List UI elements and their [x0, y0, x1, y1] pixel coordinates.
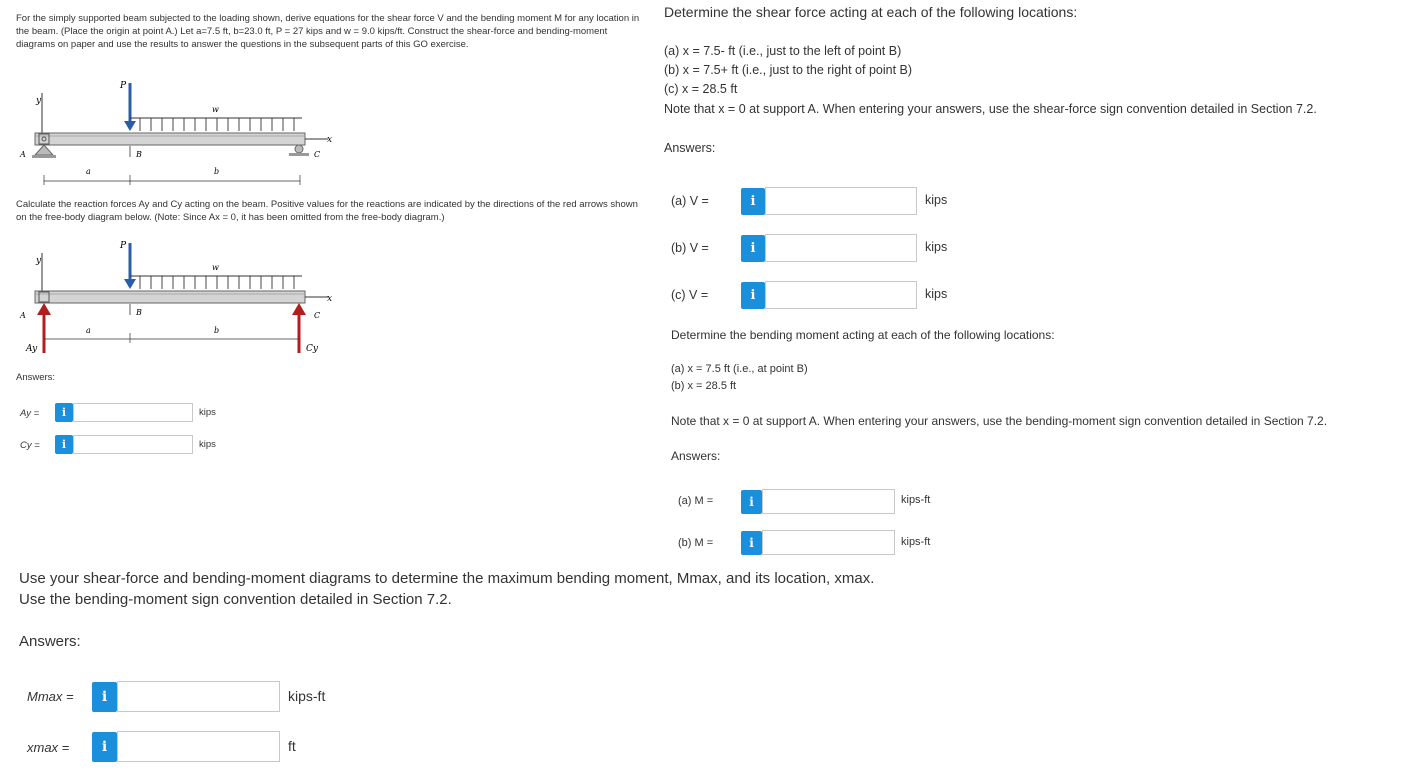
va-input[interactable]: [765, 187, 917, 215]
info-icon[interactable]: i: [741, 282, 765, 309]
vc-input[interactable]: [765, 281, 917, 309]
ma-label: (a) M =: [678, 495, 714, 507]
va-label: (a) V =: [671, 194, 709, 208]
moment-location-b: (b) x = 28.5 ft: [671, 380, 737, 392]
vb-label: (b) V =: [671, 241, 709, 255]
svg-text:Cy: Cy: [306, 344, 318, 354]
answers-label-max: Answers:: [19, 633, 81, 650]
mb-input[interactable]: [762, 530, 895, 555]
ay-label: Ay =: [20, 408, 40, 419]
xmax-label: xmax =: [27, 740, 70, 755]
info-icon[interactable]: i: [55, 403, 73, 422]
max-moment-sign-note: Use the bending-moment sign convention detailed in Section 7.2.: [19, 591, 452, 608]
mmax-label: Mmax =: [27, 689, 74, 704]
vc-label: (c) V =: [671, 288, 709, 302]
svg-text:B: B: [136, 150, 142, 159]
svg-text:C: C: [314, 311, 321, 320]
svg-text:w: w: [212, 263, 219, 272]
svg-text:y: y: [36, 256, 42, 266]
answers-label-shear: Answers:: [664, 141, 716, 155]
beam-diagram: [10, 75, 355, 190]
svg-text:a: a: [86, 167, 91, 176]
shear-location-c: (c) x = 28.5 ft: [664, 82, 738, 96]
moment-location-a: (a) x = 7.5 ft (i.e., at point B): [671, 363, 808, 375]
shear-note: Note that x = 0 at support A. When entering your answers, use the shear-force sign convention detailed in Section 7.2.: [664, 102, 1317, 116]
vb-unit: kips: [925, 240, 948, 254]
xmax-input[interactable]: [117, 731, 280, 762]
problem-statement: For the simply supported beam subjected to the loading shown, derive equations for the shear force V and the bending moment M for any location in the beam. (Place the origin at point A.) Let a=7.5 ft, b=23.0 ft, P = 27 kips and w = 9.0 kips/ft. Construct the shear-force and bending-moment diagrams on paper and use the results to answer the questions in the subsequent parts of this GO exercise.: [16, 13, 640, 50]
info-icon[interactable]: i: [741, 235, 765, 262]
ay-input[interactable]: [73, 403, 193, 422]
info-icon[interactable]: i: [92, 732, 117, 762]
svg-text:y: y: [36, 96, 42, 106]
info-icon[interactable]: i: [55, 435, 73, 454]
answers-label-moment: Answers:: [671, 449, 721, 463]
moment-title: Determine the bending moment acting at each of the following locations:: [671, 328, 1055, 342]
mmax-unit: kips-ft: [288, 688, 326, 704]
shear-location-a: (a) x = 7.5- ft (i.e., just to the left of point B): [664, 44, 902, 58]
va-unit: kips: [925, 193, 948, 207]
svg-text:w: w: [212, 105, 219, 114]
mb-label: (b) M =: [678, 537, 714, 549]
info-icon[interactable]: i: [741, 531, 762, 555]
mmax-input[interactable]: [117, 681, 280, 712]
svg-text:A: A: [20, 150, 26, 159]
ma-input[interactable]: [762, 489, 895, 514]
ma-unit: kips-ft: [901, 494, 931, 506]
svg-text:C: C: [314, 150, 321, 159]
info-icon[interactable]: i: [741, 490, 762, 514]
svg-text:P: P: [120, 241, 127, 251]
svg-text:B: B: [136, 308, 142, 317]
svg-text:Ay: Ay: [26, 344, 38, 354]
shear-location-b: (b) x = 7.5+ ft (i.e., just to the right of point B): [664, 63, 913, 77]
max-moment-instructions: Use your shear-force and bending-moment diagrams to determine the maximum bending moment, Mmax, and its location, xmax.: [19, 570, 875, 587]
svg-text:a: a: [86, 326, 91, 335]
cy-input[interactable]: [73, 435, 193, 454]
vb-input[interactable]: [765, 234, 917, 262]
mb-unit: kips-ft: [901, 536, 931, 548]
shear-title: Determine the shear force acting at each of the following locations:: [664, 4, 1078, 20]
info-icon[interactable]: i: [92, 682, 117, 712]
cy-label: Cy =: [20, 440, 40, 451]
reaction-instructions: Calculate the reaction forces Ay and Cy acting on the beam. Positive values for the reactions are indicated by the directions of the red arrows shown on the free-body diagram below. (Note: Since Ax = 0, it has been omitted from the free-body diagram.): [16, 199, 638, 223]
xmax-unit: ft: [288, 738, 296, 754]
svg-text:x: x: [327, 135, 333, 145]
svg-text:b: b: [214, 326, 220, 335]
moment-note: Note that x = 0 at support A. When entering your answers, use the bending-moment sign convention detailed in Section 7.2.: [671, 414, 1328, 428]
svg-text:A: A: [20, 311, 26, 320]
svg-text:P: P: [120, 81, 127, 91]
free-body-diagram: [10, 235, 355, 360]
answers-label-reactions: Answers:: [16, 372, 56, 383]
cy-unit: kips: [199, 439, 216, 450]
info-icon[interactable]: i: [741, 188, 765, 215]
ay-unit: kips: [199, 407, 216, 418]
vc-unit: kips: [925, 287, 948, 301]
svg-text:b: b: [214, 167, 220, 176]
svg-text:x: x: [327, 294, 333, 304]
